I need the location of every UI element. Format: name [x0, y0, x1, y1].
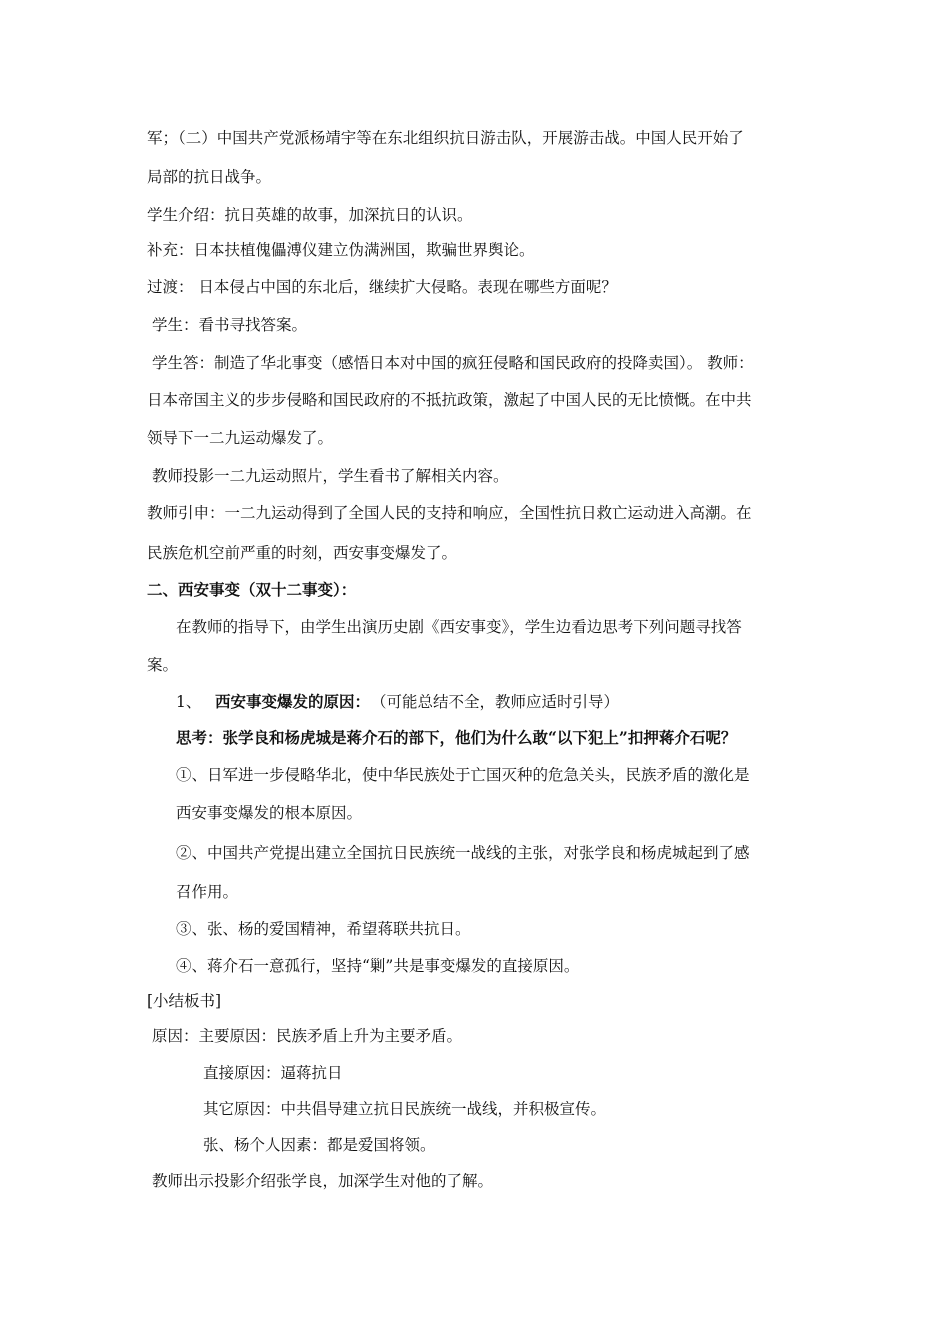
text-line: （可能总结不全，教师应适时引导） [371, 693, 620, 711]
text-line: 原因：主要原因：民族矛盾上升为主要矛盾。 [152, 1027, 463, 1045]
text-line: 过渡： 日本侵占中国的东北后，继续扩大侵略。表现在哪些方面呢？ [147, 278, 617, 296]
text-line: 在教师的指导下，由学生出演历史剧《西安事变》，学生边看边思考下列问题寻找答 [176, 618, 742, 636]
text-line: ①、日军进一步侵略华北，使中华民族处于亡国灭种的危急关头，民族矛盾的激化是 [176, 766, 750, 784]
text-line: 领导下一二九运动爆发了。 [147, 429, 334, 447]
text-line: 学生：看书寻找答案。 [152, 316, 308, 334]
text-line: 军；（二）中国共产党派杨靖宇等在东北组织抗日游击队，开展游击战。中国人民开始了 [147, 129, 744, 147]
text-line: 教师出示投影介绍张学良，加深学生对他的了解。 [152, 1172, 494, 1190]
text-line: 日本帝国主义的步步侵略和国民政府的不抵抗政策，激起了中国人民的无比愤慨。在中共 [147, 391, 752, 409]
text-line: 补充：日本扶植傀儡溥仪建立伪满洲国，欺骗世界舆论。 [147, 241, 535, 259]
text-line: 学生答：制造了华北事变（感悟日本对中国的疯狂侵略和国民政府的投降卖国）。 教师： [152, 354, 754, 372]
subsection-heading: 西安事变爆发的原因： [215, 692, 371, 711]
text-line: ②、中国共产党提出建立全国抗日民族统一战线的主张，对张学良和杨虎城起到了感 [176, 844, 750, 862]
text-line: 案。 [147, 656, 179, 674]
text-line: 张、杨个人因素：都是爱国将领。 [203, 1136, 436, 1154]
text-line: 民族危机空前严重的时刻，西安事变爆发了。 [147, 544, 458, 562]
text-line: ④、蒋介石一意孤行，坚持“剿”共是事变爆发的直接原因。 [176, 957, 580, 975]
thinking-question: 思考：张学良和杨虎城是蒋介石的部下，他们为什么敢“以下犯上”扣押蒋介石呢？ [176, 728, 737, 747]
text-line: 直接原因：逼蒋抗日 [203, 1064, 343, 1082]
text-line: [小结板书] [147, 992, 222, 1010]
text-line: 西安事变爆发的根本原因。 [176, 804, 363, 822]
text-line: 教师投影一二九运动照片，学生看书了解相关内容。 [152, 467, 509, 485]
text-line: 召作用。 [176, 883, 239, 901]
text-line: 其它原因：中共倡导建立抗日民族统一战线，并积极宣传。 [203, 1100, 607, 1118]
text-line: ③、张、杨的爱国精神，希望蒋联共抗日。 [176, 920, 471, 938]
text-line: 局部的抗日战争。 [147, 168, 272, 186]
text-line: 教师引申：一二九运动得到了全国人民的支持和响应，全国性抗日救亡运动进入高潮。在 [147, 504, 752, 522]
text-line: 学生介绍：抗日英雄的故事，加深抗日的认识。 [147, 206, 473, 224]
section-heading: 二、西安事变（双十二事变）： [147, 580, 357, 599]
list-number: 1、 [176, 693, 202, 711]
